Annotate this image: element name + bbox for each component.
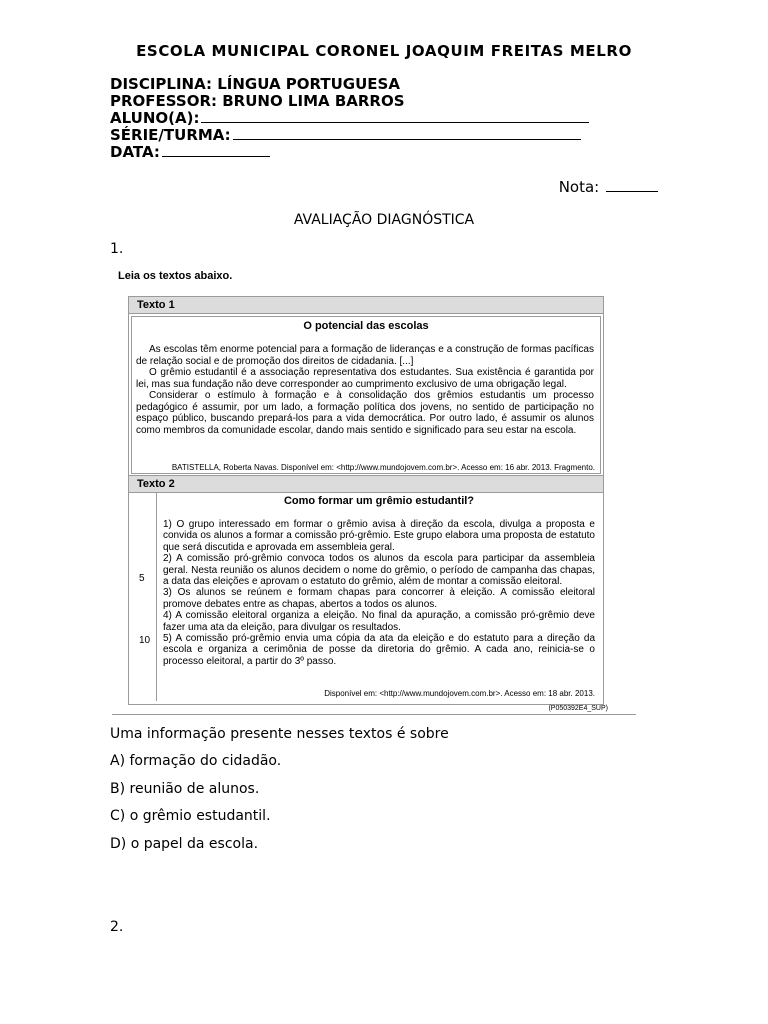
text2-source: Disponível em: <http://www.mundojovem.com.br>. Acesso em: 18 abr. 2013. — [324, 689, 595, 698]
text2-item: 2) A comissão pró-grêmio convoca todos os alunos da escola para participar da assembleia geral. Nesta reunião os alunos decidem o nome do grêmio, o período de campanha das chapas, a data das eleições e aprovam o estatuto do grêmio, além de montar a comissão eleitoral. — [163, 553, 595, 588]
line-number: 5 — [139, 573, 145, 584]
question-2-number: 2. — [110, 919, 124, 935]
text2-label: Texto 2 — [137, 478, 175, 490]
option-a[interactable]: A) formação do cidadão. — [110, 753, 282, 769]
divider — [112, 714, 636, 715]
text1-paragraph: O grêmio estudantil é a associação representativa dos estudantes. Sua existência é garantida por lei, mas sua fundação não deve corresponder ao cumprimento exclusivo de uma obrigação legal. — [136, 367, 594, 390]
date-blank[interactable] — [162, 144, 270, 157]
text1-source: BATISTELLA, Roberta Navas. Disponível em: <http://www.mundojovem.com.br>. Acesso em: 16 abr. 2013. Fragmento. — [171, 463, 595, 472]
discipline-line: DISCIPLINA: LÍNGUA PORTUGUESA — [110, 75, 400, 93]
text2-header — [129, 475, 603, 493]
line-number-column — [131, 493, 157, 701]
text2-item: 5) A comissão pró-grêmio envia uma cópia da ata da eleição e do estatuto para a direção da escola e organiza a cerimônia de posse da diretoria do grêmio. A cada ano, reinicia-se o processo eleitoral, a partir do 3º passo. — [163, 633, 595, 667]
grade-field[interactable] — [559, 178, 658, 196]
option-b[interactable]: B) reunião de alunos. — [110, 781, 260, 797]
text1-header — [129, 297, 603, 314]
text2-item: 1) O grupo interessado em formar o grêmio avisa à direção da escola, divulga a proposta e convida os alunos a formar a comissão pró-grêmio. Este grupo elabora uma proposta de estatuto que será discutida e aprovada em assembleia geral. — [163, 519, 595, 553]
student-info-block — [110, 76, 589, 161]
option-c[interactable]: C) o grêmio estudantil. — [110, 808, 271, 824]
text2-title: Como formar um grêmio estudantil? — [283, 495, 475, 507]
text2-item: 3) Os alunos se reúnem e formam chapas para concorrer à eleição. A comissão eleitoral promove debates entre as chapas, abertos a todos os alunos. — [163, 587, 595, 610]
item-code: (P050392E4_SUP) — [548, 705, 608, 712]
text2-body — [163, 519, 595, 667]
line-number: 10 — [139, 635, 151, 646]
text1-body — [136, 344, 594, 436]
text1-paragraph: As escolas têm enorme potencial para a formação de lideranças e a construção de formas pacíficas de relação social e de promoção dos direitos de cidadania. [...] — [136, 344, 594, 367]
text2-item: 4) A comissão eleitoral organiza a eleição. No final da apuração, a comissão pró-grêmio deve fazer uma ata da eleição, para divulgar os resultados. — [163, 610, 595, 633]
student-name-field[interactable] — [110, 110, 589, 127]
texts-frame — [128, 296, 604, 705]
instruction: Leia os textos abaixo. — [118, 270, 233, 282]
student-name-blank[interactable] — [201, 110, 589, 123]
page-title: AVALIAÇÃO DIAGNÓSTICA — [293, 212, 475, 228]
text1-box — [131, 316, 601, 474]
class-field[interactable] — [110, 127, 589, 144]
grade-label: Nota: — [558, 178, 600, 196]
text1-paragraph: Considerar o estímulo à formação e à consolidação dos grêmios estudantis um processo pedagógico é assumir, por um lado, a formação política dos jovens, no sentido de participação no espaço público, buscando prepará-los para a vida democrática. Por outro lado, é assumir os alunos como membros da comunidade escolar, dando mais sentido e significado para seu estar na escola. — [136, 390, 594, 436]
class-blank[interactable] — [233, 127, 581, 140]
text1-label: Texto 1 — [137, 299, 175, 311]
school-name: ESCOLA MUNICIPAL CORONEL JOAQUIM FREITAS MELRO — [136, 42, 632, 60]
date-field[interactable] — [110, 144, 589, 161]
question-1-number: 1. — [110, 241, 124, 257]
class-label: SÉRIE/TURMA: — [110, 126, 231, 144]
question-prompt: Uma informação presente nesses textos é sobre — [110, 726, 449, 742]
grade-blank[interactable] — [606, 179, 658, 192]
text1-title: O potencial das escolas — [303, 320, 429, 332]
option-d[interactable]: D) o papel da escola. — [110, 836, 259, 852]
date-label: DATA: — [110, 143, 160, 161]
student-label: ALUNO(A): — [110, 109, 200, 127]
teacher-line: PROFESSOR: BRUNO LIMA BARROS — [110, 92, 405, 110]
